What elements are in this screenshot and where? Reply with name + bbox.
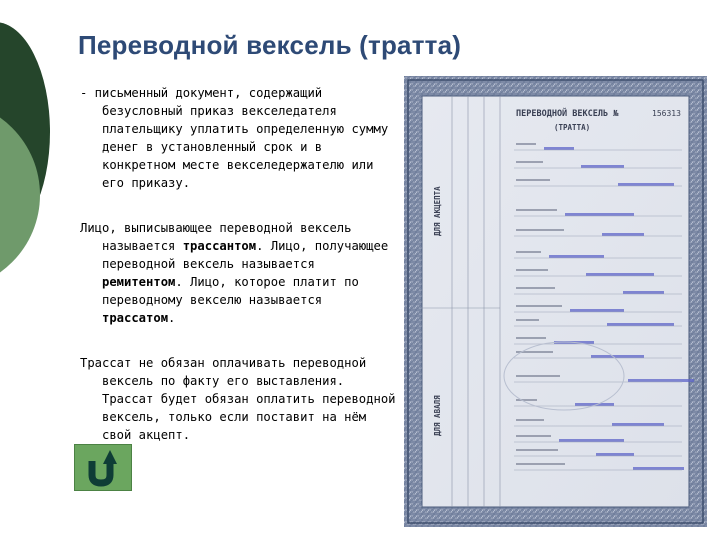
back-button[interactable]	[74, 444, 132, 491]
term-bold: трассатом	[102, 311, 169, 325]
bill-of-exchange-image	[404, 76, 707, 527]
text-run: Лицо, выписывающее переводной вексель называется	[80, 221, 352, 253]
slide-title: Переводной вексель (тратта)	[78, 30, 462, 60]
body-paragraph	[80, 84, 398, 192]
svg-text:156313: 156313	[652, 109, 681, 118]
text-run: - письменный документ, содержащий безусловный приказ векселедателя плательщику уплатить определенную сумму денег в установленный срок и в конкретном месте векселедержателю или его приказу.	[80, 86, 389, 190]
u-turn-arrow-icon	[75, 445, 131, 490]
svg-text:(ТРАТТА): (ТРАТТА)	[554, 123, 591, 132]
text-run: . Лицо, которое платит по переводному векселю называется	[102, 275, 359, 307]
text-run: Трассат не обязан оплачивать переводной вексель по факту его выставления. Трассат будет обязан оплатить переводной вексель, только если поставит на нём свой акцепт.	[80, 356, 396, 442]
term-bold: трассантом	[182, 239, 257, 253]
body-paragraph	[80, 354, 398, 444]
svg-text:ДЛЯ АВАЛЯ: ДЛЯ АВАЛЯ	[433, 395, 442, 436]
text-run: .	[168, 311, 176, 325]
term-bold: ремитентом	[102, 275, 176, 289]
svg-text:ПЕРЕВОДНОЙ ВЕКСЕЛЬ №: ПЕРЕВОДНОЙ ВЕКСЕЛЬ №	[516, 109, 619, 119]
slide-body	[80, 84, 398, 471]
svg-text:ДЛЯ АКЦЕПТА: ДЛЯ АКЦЕПТА	[433, 186, 442, 236]
text-run: . Лицо, получающее переводной вексель называется	[102, 239, 389, 271]
body-paragraph	[80, 219, 398, 327]
